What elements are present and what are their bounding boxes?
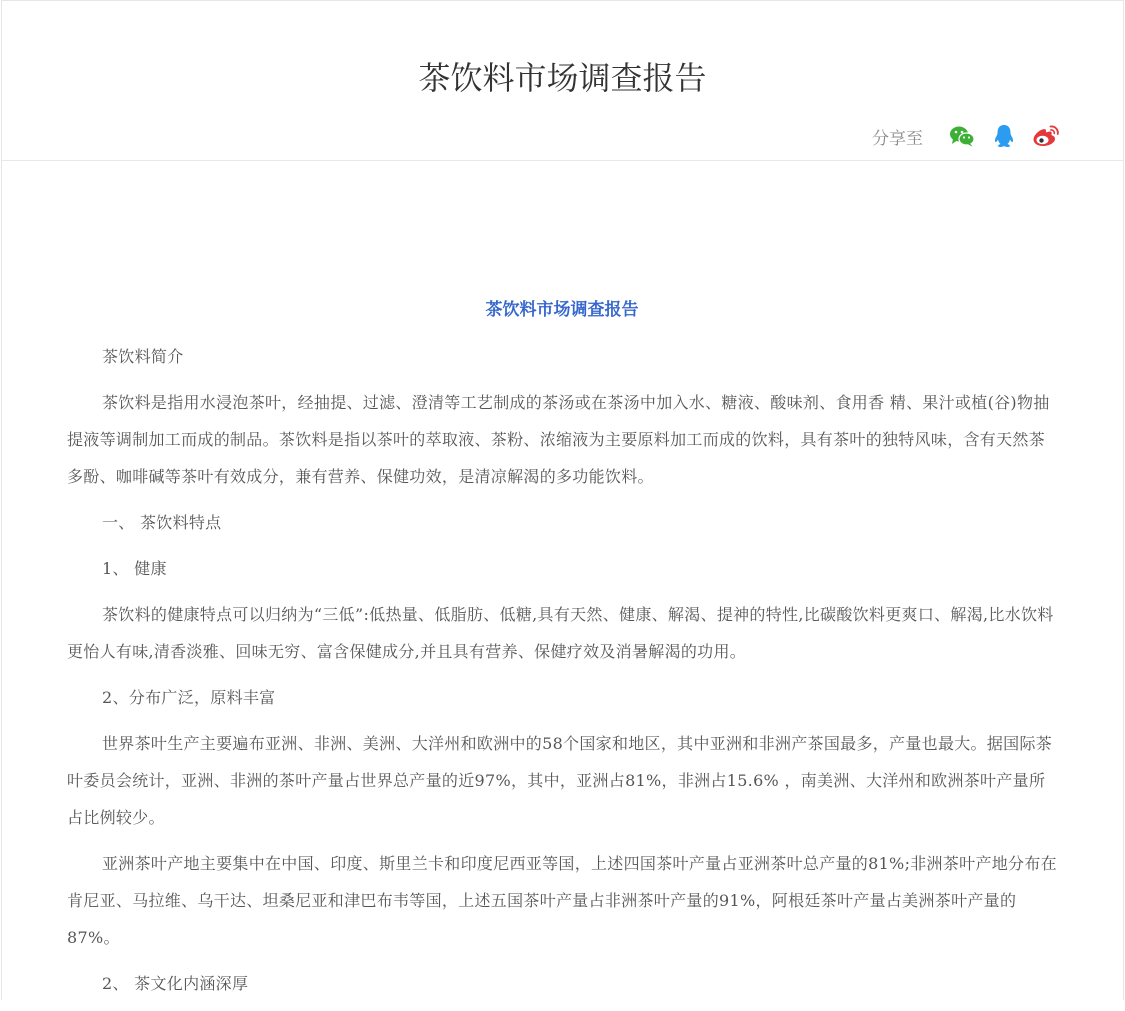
qq-share-button[interactable] xyxy=(989,121,1019,151)
qq-icon xyxy=(993,124,1015,148)
paragraph: 1、 健康 xyxy=(102,559,167,578)
page xyxy=(1,0,1124,1000)
weibo-share-button[interactable] xyxy=(1031,121,1061,151)
paragraph: 一、 茶饮料特点 xyxy=(102,513,222,532)
paragraph: 世界茶叶生产主要遍布亚洲、非洲、美洲、大洋州和欧洲中的58个国家和地区，其中亚洲和非洲产茶国最多，产量也最大。据国际茶叶委员会统计，亚洲、非洲的茶叶产量占世界总产量的近97%，其中，亚洲占81%，非洲占15.6% ，南美洲、大洋州和欧洲茶叶产量所占比例较少。 xyxy=(67,734,1053,827)
paragraph: 茶饮料是指用水浸泡茶叶，经抽提、过滤、澄清等工艺制成的茶汤或在茶汤中加入水、糖液、酸味剂、食用香 精、果汁或植(谷)物抽提液等调制加工而成的制品。茶饮料是指以茶叶的萃取液、茶粉、浓缩液为主要原料加工而成的饮料，具有茶叶的独特风味，含有天然茶多酚、咖啡碱等茶叶有效成分，兼有营养、保健功效，是清凉解渴的多功能饮料。 xyxy=(67,393,1050,486)
page-header xyxy=(2,1,1123,161)
wechat-share-button[interactable] xyxy=(947,121,977,151)
page-title: 茶饮料市场调查报告 xyxy=(418,59,707,97)
article-title: 茶饮料市场调查报告 xyxy=(485,300,639,320)
wechat-icon xyxy=(949,125,975,147)
article-content xyxy=(67,296,1057,1011)
paragraph: 2、 茶文化内涵深厚 xyxy=(102,974,249,993)
paragraph: 茶饮料简介 xyxy=(102,347,184,366)
paragraph: 亚洲茶叶产地主要集中在中国、印度、斯里兰卡和印度尼西亚等国，上述四国茶叶产量占亚洲茶叶总产量的81%;非洲茶叶产地分布在肯尼亚、马拉维、乌干达、坦桑尼亚和津巴布韦等国，上述五国茶叶产量占非洲茶叶产量的91%，阿根廷茶叶产量占美洲茶叶产量的87%。 xyxy=(67,854,1057,947)
weibo-icon xyxy=(1032,124,1060,148)
share-bar xyxy=(872,121,1061,151)
paragraph: 茶饮料的健康特点可以归纳为“三低”:低热量、低脂肪、低糖,具有天然、健康、解渴、提神的特性,比碳酸饮料更爽口、解渴,比水饮料更怡人有味,清香淡雅、回味无穷、富含保健成分,并且具有营养、保健疗效及消暑解渴的功用。 xyxy=(67,605,1054,661)
share-label: 分享至 xyxy=(872,128,923,149)
paragraph: 2、分布广泛，原料丰富 xyxy=(102,688,276,707)
